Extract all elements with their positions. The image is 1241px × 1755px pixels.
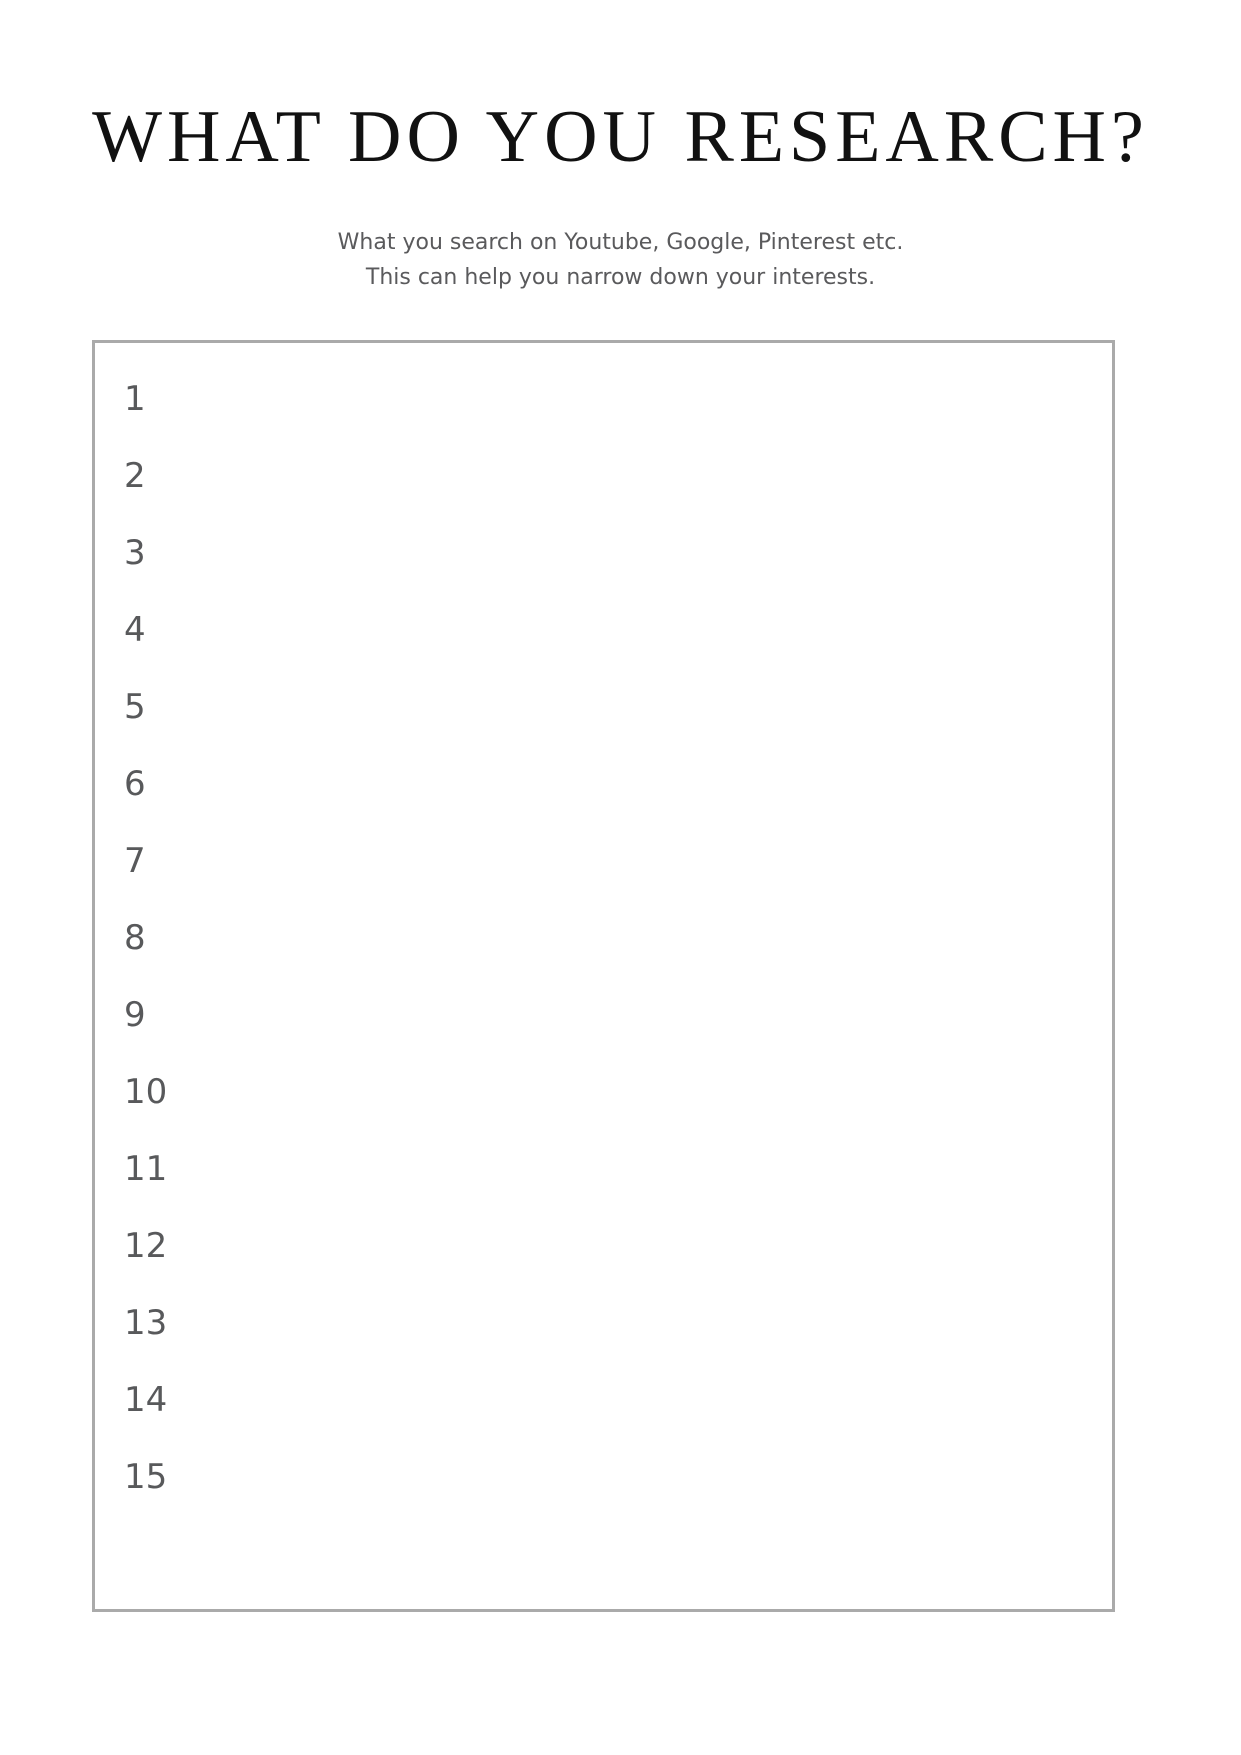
list-item-number: 7 bbox=[124, 841, 146, 881]
list-item-number: 8 bbox=[124, 918, 146, 958]
list-item-number: 5 bbox=[124, 687, 146, 727]
list-item-number: 13 bbox=[124, 1303, 168, 1343]
page-subtitle bbox=[0, 225, 1241, 295]
list-item-number: 10 bbox=[124, 1072, 168, 1112]
numbered-list-box bbox=[92, 340, 1115, 1612]
list-item-number: 12 bbox=[124, 1226, 168, 1266]
subtitle-line: What you search on Youtube, Google, Pinterest etc. bbox=[337, 230, 904, 255]
list-item-number: 11 bbox=[124, 1149, 168, 1189]
subtitle-line: This can help you narrow down your interests. bbox=[365, 265, 876, 290]
list-item-number: 3 bbox=[124, 533, 146, 573]
list-item-number: 14 bbox=[124, 1380, 168, 1420]
list-item-number: 4 bbox=[124, 610, 146, 650]
list-item-number: 9 bbox=[124, 995, 146, 1035]
list-item-number: 15 bbox=[124, 1457, 168, 1497]
list-item-number: 2 bbox=[124, 456, 146, 496]
list-item-number: 6 bbox=[124, 764, 146, 804]
list-item-number: 1 bbox=[124, 379, 146, 419]
page-title: WHAT DO YOU RESEARCH? bbox=[92, 96, 1149, 178]
